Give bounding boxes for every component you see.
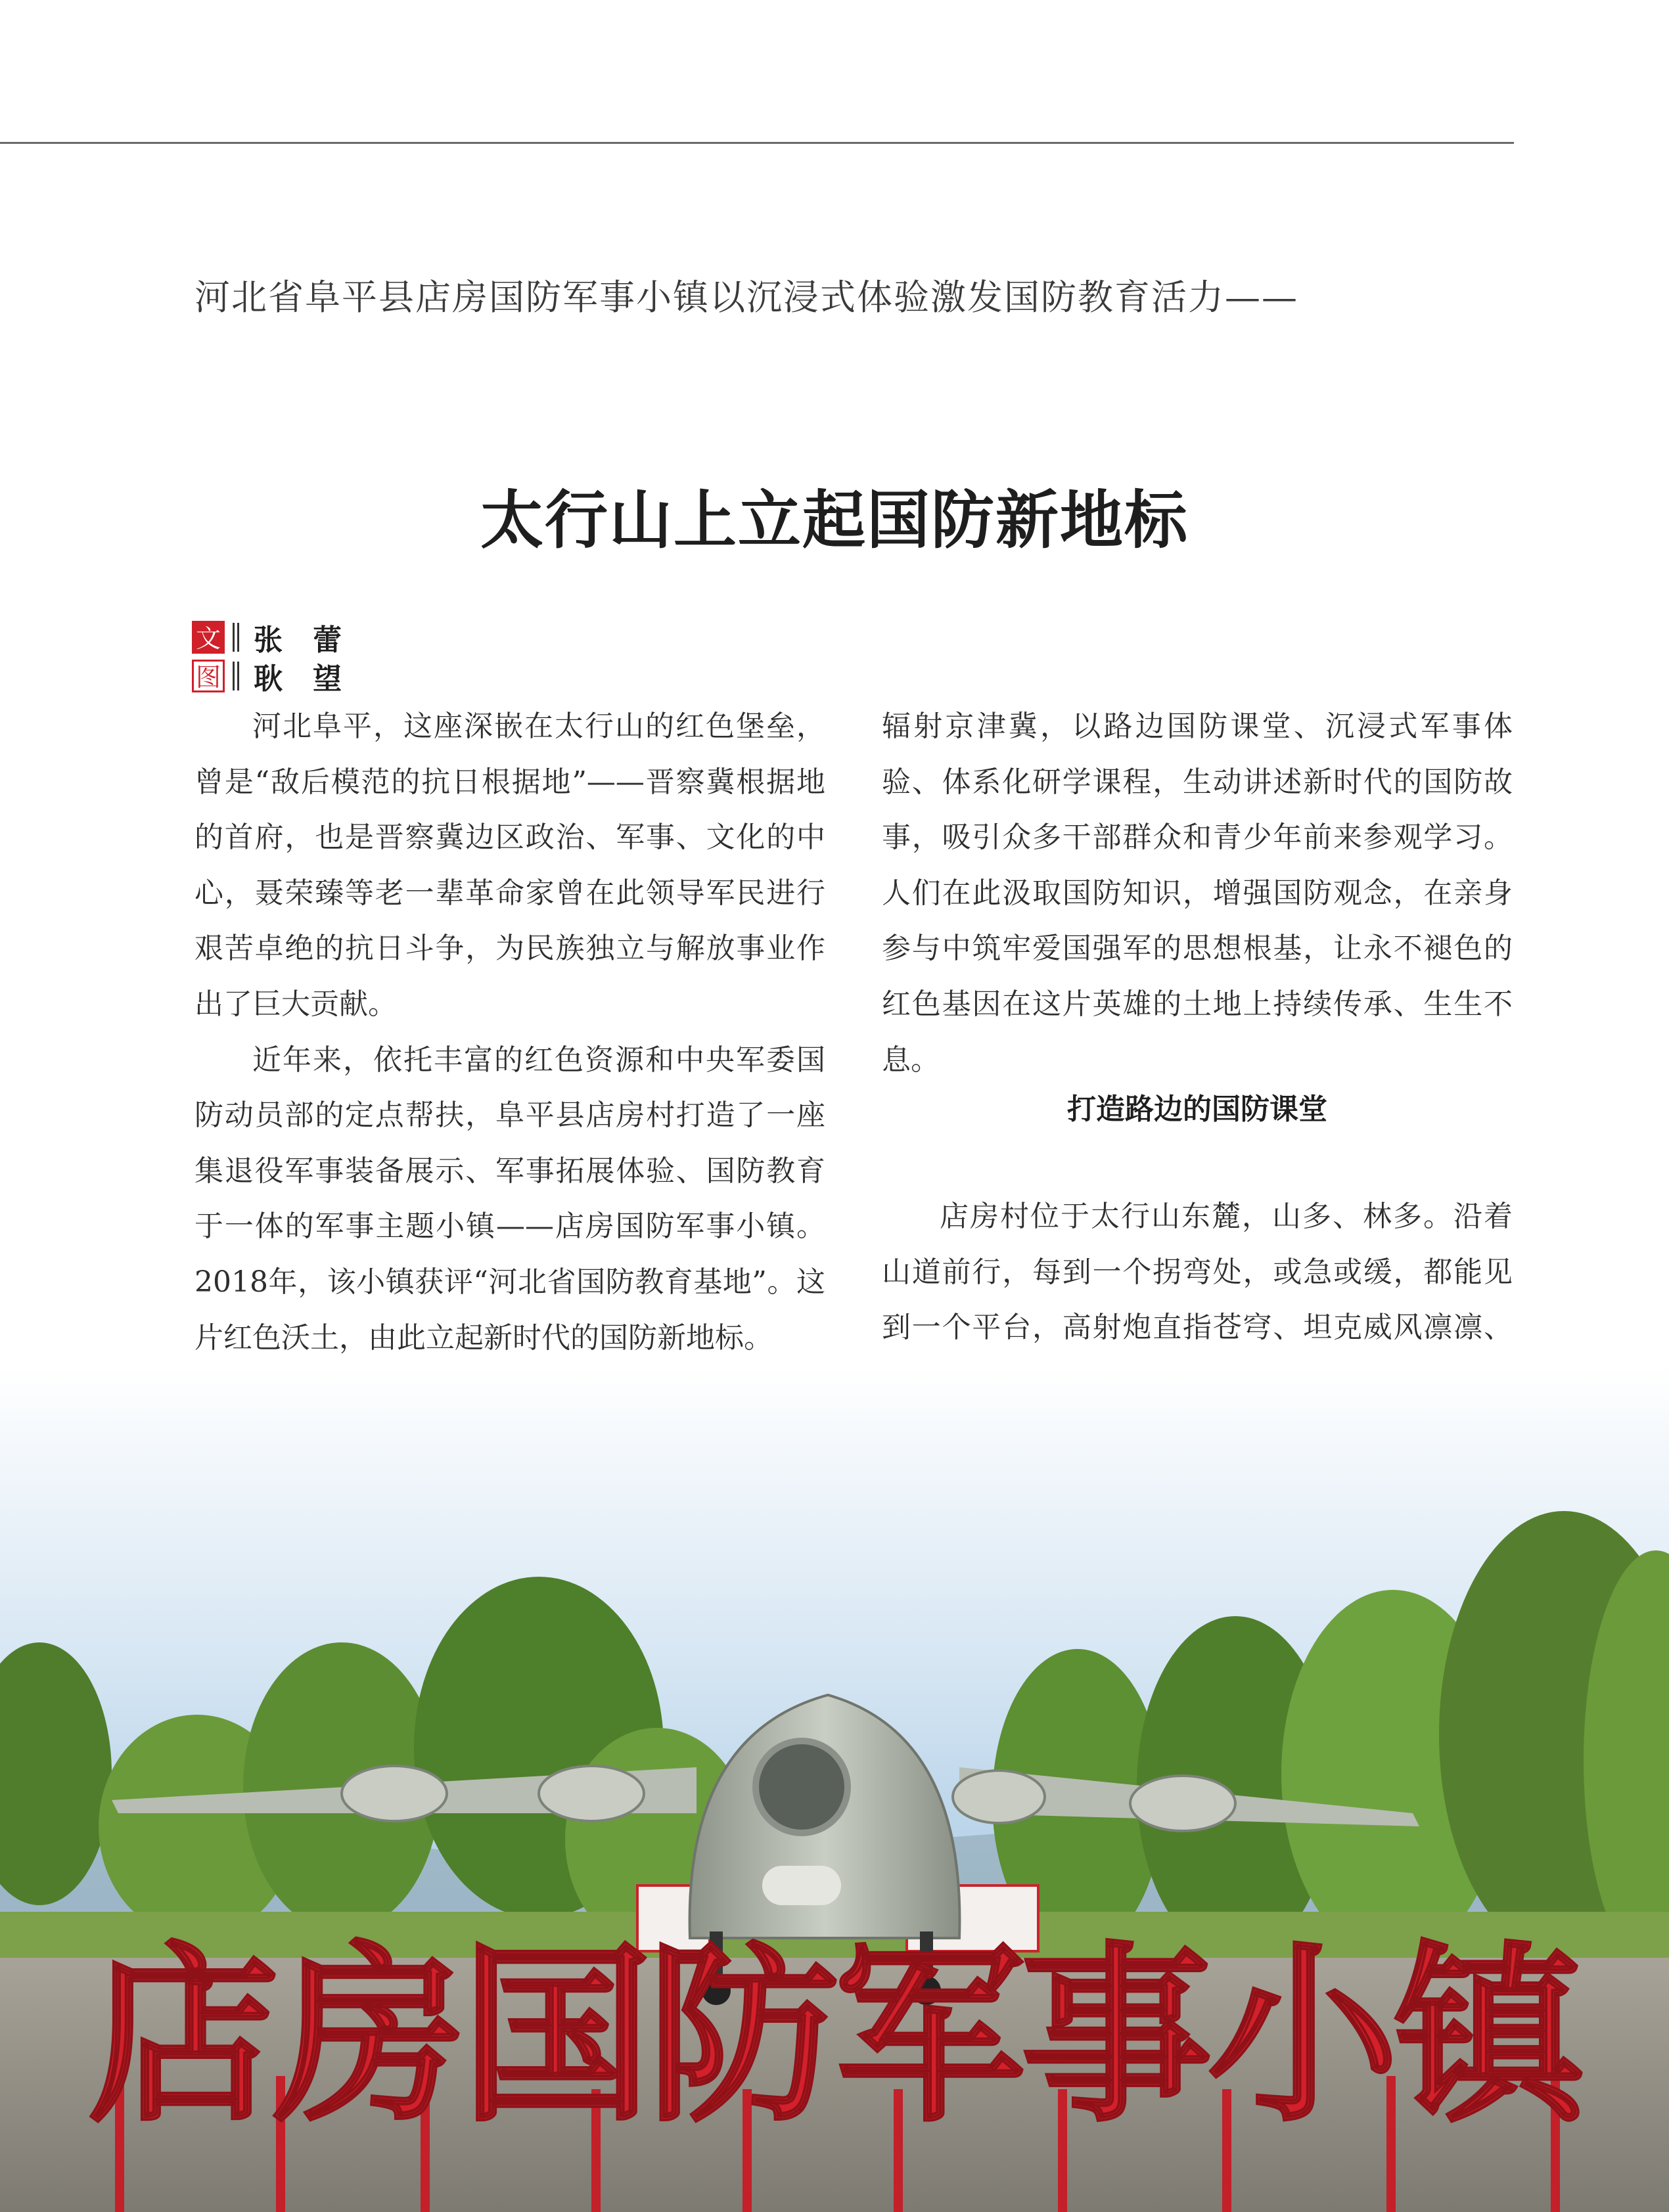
paragraph: 河北阜平，这座深嵌在太行山的红色堡垒，曾是“敌后模范的抗日根据地”——晋察冀根据地的首府，也是晋察冀边区政治、军事、文化的中心，聂荣臻等老一辈革命家曾在此领导军民进行艰苦卓绝的抗日斗争，为民族独立与解放事业作出了巨大贡献。 bbox=[194, 710, 825, 1021]
left-column bbox=[194, 699, 825, 1477]
article-kicker: 河北省阜平县店房国防军事小镇以沉浸式体验激发国防教育活力—— bbox=[194, 277, 1298, 318]
photographer-name: 耿望 bbox=[254, 662, 372, 696]
right-column-top bbox=[882, 699, 1513, 1088]
paragraph: 店房村位于太行山东麓，山多、林多。沿着山道前行，每到一个拐弯处，或急或缓，都能见到一个平台，高射炮直指苍穹、坦克威风凛凛、 bbox=[882, 1200, 1513, 1345]
byline-photographer bbox=[192, 659, 372, 696]
article-title: 太行山上立起国防新地标 bbox=[480, 484, 1189, 557]
byline-divider bbox=[233, 662, 239, 690]
byline-writer bbox=[192, 620, 372, 657]
photo-illustration bbox=[0, 1366, 1669, 2212]
paragraph: 近年来，依托丰富的红色资源和中央军委国防动员部的定点帮扶，阜平县店房村打造了一座集退役军事装备展示、军事拓展体验、国防教育于一体的军事主题小镇——店房国防军事小镇。2018年，该小镇获评“河北省国防教育基地”。这片红色沃土，由此立起新时代的国防新地标。 bbox=[194, 1043, 825, 1355]
section-heading: 打造路边的国防课堂 bbox=[1067, 1093, 1327, 1126]
text-credit-tag: 文 bbox=[192, 621, 225, 654]
top-rule bbox=[0, 142, 1514, 144]
article-photo bbox=[0, 1366, 1669, 2212]
writer-name: 张蕾 bbox=[254, 623, 372, 657]
sign-text: 店房国防军事小镇 bbox=[88, 1926, 1581, 2148]
paragraph: 辐射京津冀，以路边国防课堂、沉浸式军事体验、体系化研学课程，生动讲述新时代的国防故事，吸引众多干部群众和青少年前来参观学习。人们在此汲取国防知识，增强国防观念，在亲身参与中筑牢爱国强军的思想根基，让永不褪色的红色基因在这片英雄的土地上持续传承、生生不息。 bbox=[882, 710, 1513, 1077]
photo-credit-tag: 图 bbox=[192, 660, 225, 692]
byline-divider bbox=[233, 623, 239, 652]
